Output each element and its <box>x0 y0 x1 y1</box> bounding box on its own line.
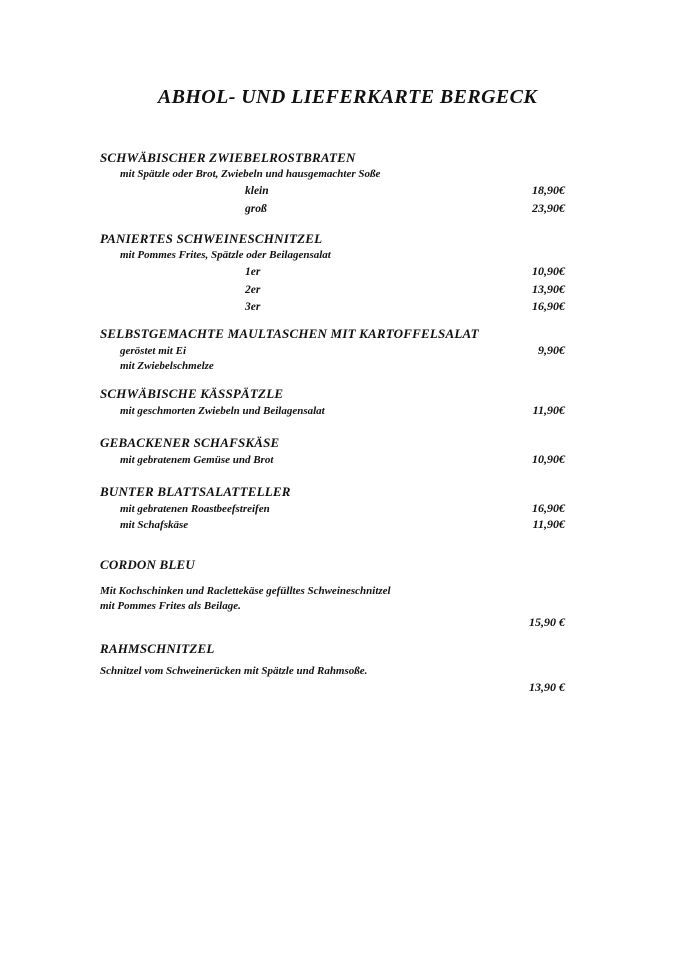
menu-variant-row <box>100 343 565 359</box>
menu-item-title: PANIERTES SCHWEINESCHNITZEL <box>100 231 323 246</box>
option-price: 18,90€ <box>532 183 565 197</box>
option-label: groß <box>245 202 267 215</box>
item-price: 13,90 € <box>529 679 565 694</box>
variant-price: 16,90€ <box>532 500 565 515</box>
menu-section-maultaschen <box>100 325 565 374</box>
menu-section-kaesspaetzle <box>100 385 565 419</box>
variant-label: geröstet mit Ei <box>120 344 186 357</box>
variant-price: 10,90€ <box>532 451 565 466</box>
menu-variant-row <box>100 359 565 374</box>
option-price: 13,90€ <box>532 281 565 296</box>
menu-price-row <box>100 679 565 695</box>
menu-item-title: SELBSTGEMACHTE MAULTASCHEN MIT KARTOFFELSALAT <box>100 325 479 341</box>
menu-option-row <box>100 263 565 281</box>
menu-item-title: GEBACKENER SCHAFSKÄSE <box>100 434 280 450</box>
variant-label: mit geschmorten Zwiebeln und Beilagensalat <box>120 404 325 417</box>
menu-option-row <box>100 200 565 218</box>
menu-price-row <box>100 614 565 630</box>
menu-variant-row <box>100 501 565 517</box>
menu-item-title: BUNTER BLATTSALATTELLER <box>100 483 291 499</box>
menu-section-rahmschnitzel <box>100 640 565 695</box>
menu-section-schafskaese <box>100 434 565 468</box>
menu-item-title: SCHWÄBISCHER ZWIEBELROSTBRATEN <box>100 150 356 165</box>
option-label: 1er <box>245 266 261 278</box>
variant-price: 11,90€ <box>532 516 565 531</box>
menu-option-row <box>100 298 565 316</box>
variant-price: 9,90€ <box>538 342 565 357</box>
menu-variant-row <box>100 517 565 533</box>
option-label: klein <box>245 185 269 197</box>
paragraph-line: Schnitzel vom Schweinerücken mit Spätzle und Rahmsoße. <box>100 664 368 677</box>
menu-section-zwiebelrostbraten <box>100 149 565 217</box>
menu-item-title: RAHMSCHNITZEL <box>100 640 215 656</box>
option-price: 10,90€ <box>532 264 565 278</box>
paragraph-line: Mit Kochschinken und Raclettekäse gefülltes Schweineschnitzel <box>100 584 391 597</box>
menu-section-blattsalatteller <box>100 483 565 533</box>
menu-item-paragraph <box>100 584 565 614</box>
option-label: 2er <box>245 283 261 296</box>
menu-option-row <box>100 281 565 299</box>
variant-label: mit Schafskäse <box>120 518 189 531</box>
page-title: ABHOL- UND LIEFERKARTE BERGECK <box>157 86 538 108</box>
option-label: 3er <box>245 301 261 313</box>
variant-label: mit gebratenen Roastbeefstreifen <box>120 502 270 515</box>
menu-option-row <box>100 182 565 200</box>
menu-variant-row <box>100 403 565 419</box>
menu-item-title: SCHWÄBISCHE KÄSSPÄTZLE <box>100 385 284 401</box>
item-price: 15,90 € <box>529 614 565 629</box>
paragraph-line: mit Pommes Frites als Beilage. <box>100 599 241 612</box>
menu-variant-row <box>100 452 565 468</box>
variant-label: mit gebratenem Gemüse und Brot <box>120 453 274 466</box>
menu-section-schweineschnitzel <box>100 230 565 316</box>
variant-price: 11,90€ <box>532 402 565 417</box>
variant-label: mit Zwiebelschmelze <box>120 359 214 372</box>
option-price: 23,90€ <box>532 200 565 215</box>
option-price: 16,90€ <box>532 299 565 313</box>
menu-item-paragraph <box>100 664 565 679</box>
menu-section-cordon-bleu <box>100 556 565 630</box>
menu-item-description: mit Spätzle oder Brot, Zwiebeln und hausgemachter Soße <box>120 168 381 180</box>
menu-item-title: CORDON BLEU <box>100 556 196 572</box>
menu-item-description: mit Pommes Frites, Spätzle oder Beilagensalat <box>120 249 331 261</box>
